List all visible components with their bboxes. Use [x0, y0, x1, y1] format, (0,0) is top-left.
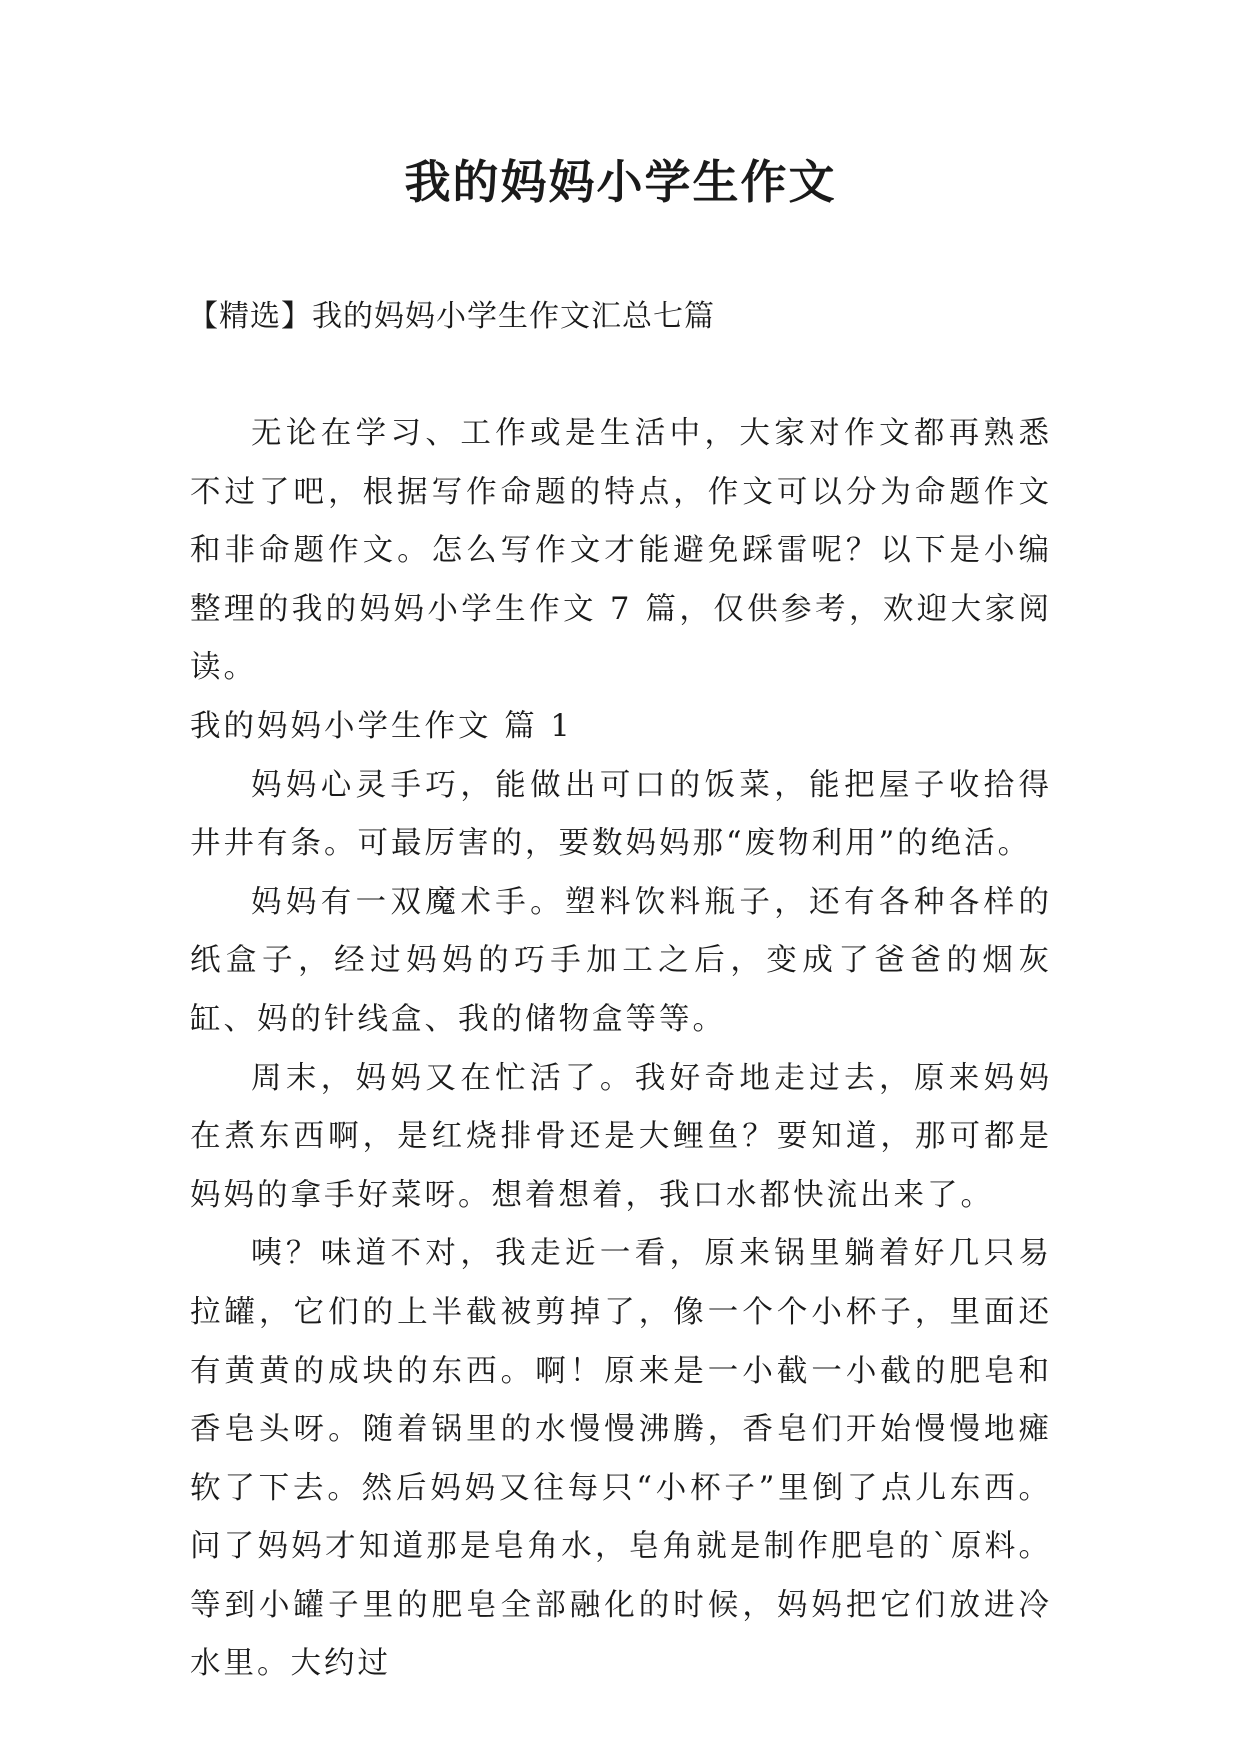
document-body [190, 405, 1052, 1694]
paragraph: 周末，妈妈又在忙活了。我好奇地走过去，原来妈妈在煮东西啊，是红烧排骨还是大鲤鱼？要知道，那可都是妈妈的拿手好菜呀。想着想着，我口水都快流出来了。 [190, 1060, 1052, 1213]
paragraph: 咦？味道不对，我走近一看，原来锅里躺着好几只易拉罐，它们的上半截被剪掉了，像一个个小杯子，里面还有黄黄的成块的东西。啊！原来是一小截一小截的肥皂和香皂头呀。随着锅里的水慢慢沸腾，香皂们开始慢慢地瘫软了下去。然后妈妈又往每只“小杯子”里倒了点儿东西。问了妈妈才知道那是皂角水，皂角就是制作肥皂的`原料。等到小罐子里的肥皂全部融化的时候，妈妈把它们放进冷水里。大约过 [190, 1236, 1052, 1682]
document-subtitle: 【精选】我的妈妈小学生作文汇总七篇 [188, 299, 715, 334]
document-title: 我的妈妈小学生作文 [404, 155, 837, 209]
paragraph: 妈妈心灵手巧，能做出可口的饭菜，能把屋子收拾得井井有条。可最厉害的，要数妈妈那“废物利用”的绝活。 [190, 767, 1052, 862]
paragraph-intro: 无论在学习、工作或是生活中，大家对作文都再熟悉不过了吧，根据写作命题的特点，作文可以分为命题作文和非命题作文。怎么写作文才能避免踩雷呢？以下是小编整理的我的妈妈小学生作文 7 篇，仅供参考，欢迎大家阅读。 [190, 416, 1052, 686]
section-heading: 我的妈妈小学生作文 篇 1 [190, 708, 573, 744]
paragraph: 妈妈有一双魔术手。塑料饮料瓶子，还有各种各样的纸盒子，经过妈妈的巧手加工之后，变成了爸爸的烟灰缸、妈的针线盒、我的储物盒等等。 [190, 884, 1052, 1037]
